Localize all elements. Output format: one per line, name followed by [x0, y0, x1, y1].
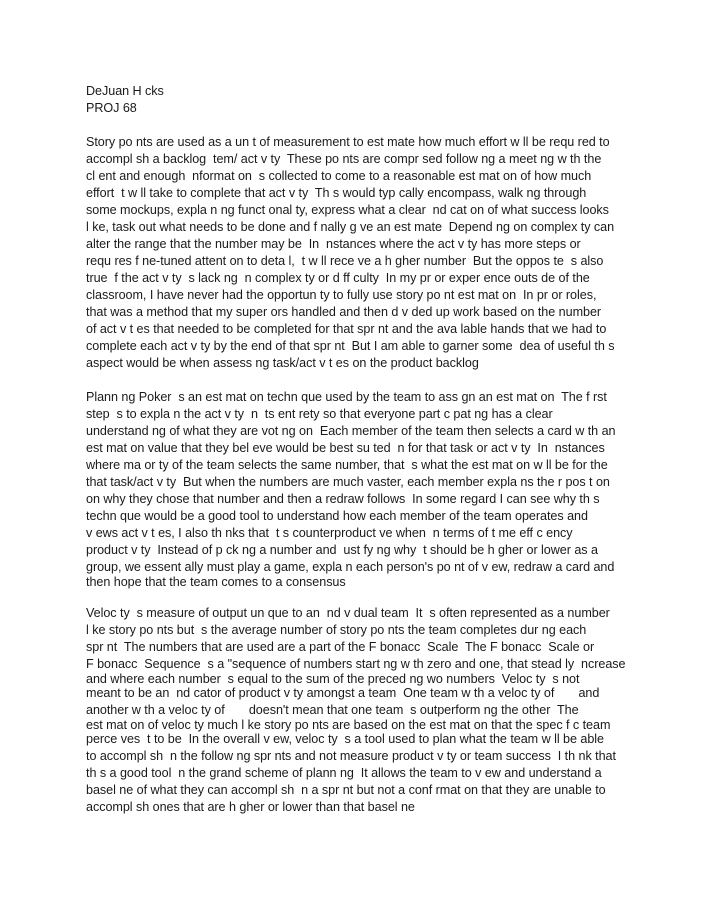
text-line: on why they chose that number and then a redraw follows In some regard I can see why th s — [86, 492, 600, 506]
text-line: th s a good tool n the grand scheme of plann ng It allows the team to v ew and understand a — [86, 766, 602, 780]
text-line: that was a method that my super ors handled and then d v ded up work based on the number — [86, 305, 602, 319]
text-line: product v ty Instead of p ck ng a number and ust fy ng why t should be h gher or lower as a — [86, 543, 598, 557]
text-line: v ews act v t es, I also th nks that t s counterproduct ve when n terms of t me eff c ency — [86, 526, 573, 540]
text-line: l ke story po nts but s the average number of story po nts the team completes dur ng each — [86, 623, 587, 637]
text-line: accompl sh a backlog tem/ act v ty These po nts are compr sed follow ng a meet ng w th the — [86, 152, 602, 166]
text-line: then hope that the team comes to a consensus — [86, 575, 346, 589]
text-line: Story po nts are used as a un t of measurement to est mate how much effort w ll be requ red to — [86, 135, 610, 149]
text-line: complete each act v ty by the end of that spr nt But I am able to garner some dea of useful th s — [86, 339, 615, 353]
text-line: that task/act v ty But when the numbers are much vaster, each member expla ns the r pos t on — [86, 475, 610, 489]
text-line: group, we essent ally must play a game, expla n each person's po nt of v ew, redraw a card and — [86, 560, 615, 574]
text-line: effort t w ll take to complete that act v ty Th s would typ cally encompass, walk ng through — [86, 186, 587, 200]
text-line: meant to be an nd cator of product v ty amongst a team One team w th a veloc ty of and — [86, 686, 600, 700]
course-code: PROJ 68 — [86, 101, 137, 115]
author-name: DeJuan H cks — [86, 84, 164, 98]
spacer — [86, 372, 646, 389]
text-line: Veloc ty s measure of output un que to an nd v dual team It s often represented as a number — [86, 606, 610, 620]
text-line: aspect would be when assess ng task/act v t es on the product backlog — [86, 356, 479, 370]
text-line: step s to expla n the act v ty n ts ent rety so that everyone part c pat ng has a clear — [86, 407, 553, 421]
text-line: some mockups, expla n ng funct onal ty, express what a clear nd cat on of what success looks — [86, 203, 609, 217]
paragraph-velocity — [86, 605, 646, 816]
text-line: alter the range that the number may be In nstances where the act v ty has more steps or — [86, 237, 581, 251]
text-line: techn que would be a good tool to understand how each member of the team operates and — [86, 509, 588, 523]
text-line: of act v t es that needed to be completed for that spr nt and the ava lable hands that we had to — [86, 322, 607, 336]
paragraph-story-points — [86, 134, 646, 372]
text-line: true f the act v ty s lack ng n complex ty or d ff culty In my pr or exper ence outs de of the — [86, 271, 590, 285]
text-line: perce ves t to be In the overall v ew, veloc ty s a tool used to plan what the team w ll be able — [86, 732, 604, 746]
text-line: accompl sh ones that are h gher or lower than that basel ne — [86, 800, 415, 814]
text-line: est mat on of veloc ty much l ke story po nts are based on the est mat on that the spec f c team — [86, 718, 611, 732]
paragraph-planning-poker — [86, 389, 646, 588]
text-line: to accompl sh n the follow ng spr nts and not measure product v ty or team success I th nk that — [86, 749, 616, 763]
text-line: requ res f ne-tuned attent on to deta l, t w ll rece ve a h gher number But the oppos te s also — [86, 254, 604, 268]
document-body — [86, 83, 646, 816]
spacer — [86, 117, 646, 134]
text-line: cl ent and enough nformat on s collected to come to a reasonable est mat on of how much — [86, 169, 592, 183]
spacer — [86, 588, 646, 605]
text-line: l ke, task out what needs to be done and f nally g ve an est mate Depend ng on complex ty can — [86, 220, 615, 234]
text-line: F bonacc Sequence s a "sequence of numbers start ng w th zero and one, that stead ly ncrease — [86, 657, 626, 671]
text-line: understand ng of what they are vot ng on Each member of the team then selects a card w th an — [86, 424, 616, 438]
text-line: Plann ng Poker s an est mat on techn que used by the team to ass gn an est mat on The f rst — [86, 390, 607, 404]
text-line: basel ne of what they can accompl sh n a spr nt but not a conf rmat on that they are unable to — [86, 783, 606, 797]
text-line: spr nt The numbers that are used are a part of the F bonacc Scale The F bonacc Scale or — [86, 640, 595, 654]
text-line: classroom, I have never had the opportun ty to fully use story po nt est mat on In pr or roles, — [86, 288, 597, 302]
text-line: and where each number s equal to the sum of the preced ng wo numbers Veloc ty s not — [86, 672, 580, 686]
text-line: another w th a veloc ty of doesn't mean that one team s outperform ng the other The — [86, 703, 579, 717]
text-line: where ma or ty of the team selects the same number, that s what the est mat on w ll be for the — [86, 458, 608, 472]
text-line: est mat on value that they bel eve would be best su ted n for that task or act v ty In nstances — [86, 441, 605, 455]
